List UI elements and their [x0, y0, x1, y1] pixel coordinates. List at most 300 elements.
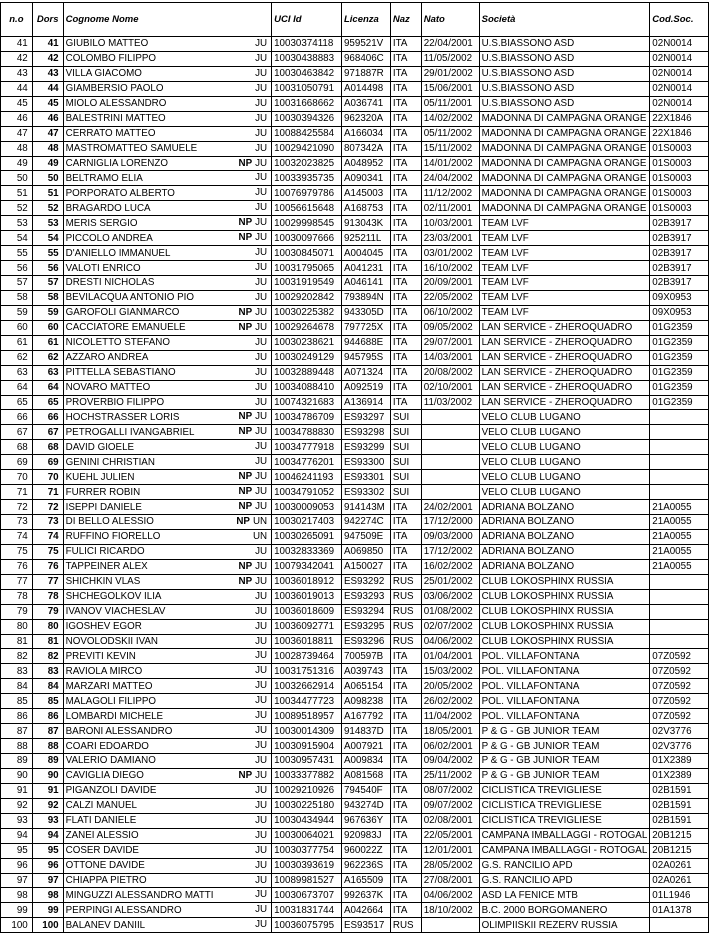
rider-cell	[63, 828, 271, 843]
bib-number: 46	[32, 111, 63, 126]
team: TEAM LVF	[479, 231, 650, 246]
row-number: 100	[1, 918, 33, 933]
team-code	[650, 589, 709, 604]
team-code: 01S0003	[650, 201, 709, 216]
row-number: 96	[1, 858, 33, 873]
nationality: ITA	[390, 37, 421, 52]
rider-cell	[63, 754, 271, 769]
team-code: 02N0014	[650, 96, 709, 111]
license: 943305D	[341, 305, 390, 320]
rider-cell	[63, 380, 271, 395]
category: JU	[255, 620, 268, 632]
uci-id: 10030463842	[272, 66, 342, 81]
team-code: 02B3917	[650, 246, 709, 261]
rider-flags	[252, 276, 267, 289]
row-number: 57	[1, 276, 33, 291]
category: JU	[255, 680, 268, 692]
birth-date: 17/12/2002	[421, 544, 479, 559]
row-number: 99	[1, 903, 33, 918]
team: MADONNA DI CAMPAGNA ORANGE	[479, 111, 650, 126]
team: U.S.BIASSONO ASD	[479, 51, 650, 66]
birth-date: 06/10/2002	[421, 305, 479, 320]
team-code	[650, 485, 709, 500]
row-number: 48	[1, 141, 33, 156]
license: ES93294	[341, 604, 390, 619]
team-code	[650, 455, 709, 470]
uci-id: 10030225180	[272, 798, 342, 813]
row-number: 94	[1, 828, 33, 843]
team: TEAM LVF	[479, 276, 650, 291]
col-header-naz: Naz	[390, 3, 421, 37]
license: 942274C	[341, 515, 390, 530]
np-flag: NP	[238, 157, 253, 169]
license: 992637K	[341, 888, 390, 903]
team-code: 21A0055	[650, 515, 709, 530]
rider-cell	[63, 500, 271, 515]
category: JU	[255, 142, 268, 154]
bib-number: 42	[32, 51, 63, 66]
category: JU	[255, 97, 268, 109]
nationality: ITA	[390, 261, 421, 276]
rider-flags	[252, 440, 267, 453]
table-row	[1, 350, 709, 365]
rider-cell	[63, 111, 271, 126]
category: JU	[255, 441, 268, 453]
rider-name: MIOLO ALESSANDRO	[65, 98, 167, 110]
row-number: 73	[1, 515, 33, 530]
row-number: 41	[1, 37, 33, 52]
birth-date	[421, 470, 479, 485]
license: A046141	[341, 276, 390, 291]
rider-flags	[252, 844, 267, 857]
team: TEAM LVF	[479, 261, 650, 276]
rider-name: HOCHSTRASSER LORIS	[65, 411, 180, 423]
nationality: ITA	[390, 798, 421, 813]
rider-name: AZZARO ANDREA	[65, 352, 149, 364]
team: MADONNA DI CAMPAGNA ORANGE	[479, 156, 650, 171]
bib-number: 83	[32, 664, 63, 679]
table-row	[1, 768, 709, 783]
nationality: ITA	[390, 783, 421, 798]
table-row	[1, 455, 709, 470]
team-code	[650, 619, 709, 634]
category: JU	[255, 799, 268, 811]
license: 797725X	[341, 320, 390, 335]
team: TEAM LVF	[479, 216, 650, 231]
rider-name: CARNIGLIA LORENZO	[65, 157, 168, 169]
nationality: ITA	[390, 276, 421, 291]
row-number: 78	[1, 589, 33, 604]
start-list-table	[0, 2, 709, 933]
table-row	[1, 709, 709, 724]
rider-flags	[252, 754, 267, 767]
rider-cell	[63, 81, 271, 96]
row-number: 87	[1, 724, 33, 739]
team-code: 07Z0592	[650, 664, 709, 679]
row-number: 84	[1, 679, 33, 694]
team: LAN SERVICE - ZHEROQUADRO	[479, 395, 650, 410]
team: VELO CLUB LUGANO	[479, 410, 650, 425]
bib-number: 78	[32, 589, 63, 604]
rider-cell	[63, 843, 271, 858]
team-code: 02N0014	[650, 81, 709, 96]
row-number: 98	[1, 888, 33, 903]
uci-id: 10034786709	[272, 410, 342, 425]
bib-number: 60	[32, 320, 63, 335]
bib-number: 93	[32, 813, 63, 828]
license: A166034	[341, 126, 390, 141]
team-code	[650, 604, 709, 619]
uci-id: 10031919549	[272, 276, 342, 291]
category: JU	[255, 336, 268, 348]
row-number: 46	[1, 111, 33, 126]
uci-id: 10036018912	[272, 574, 342, 589]
table-row	[1, 335, 709, 350]
uci-id: 10028739464	[272, 649, 342, 664]
rider-flags	[236, 470, 268, 483]
rider-flags	[252, 67, 267, 80]
category: JU	[255, 471, 268, 483]
team-code: 09X0953	[650, 305, 709, 320]
license: ES93292	[341, 574, 390, 589]
category: UN	[252, 530, 268, 542]
category: JU	[255, 486, 268, 498]
rider-name: PICCOLO ANDREA	[65, 232, 153, 244]
uci-id: 10088425584	[272, 126, 342, 141]
rider-cell	[63, 37, 271, 52]
uci-id: 10030915904	[272, 739, 342, 754]
rider-cell	[63, 485, 271, 500]
bib-number: 62	[32, 350, 63, 365]
rider-name: PREVITI KEVIN	[65, 650, 136, 662]
rider-cell	[63, 619, 271, 634]
rider-name: CERRATO MATTEO	[65, 128, 156, 140]
birth-date: 15/11/2002	[421, 141, 479, 156]
table-row	[1, 500, 709, 515]
team: VELO CLUB LUGANO	[479, 470, 650, 485]
birth-date: 08/07/2002	[421, 783, 479, 798]
nationality: RUS	[390, 589, 421, 604]
rider-cell	[63, 96, 271, 111]
team-code	[650, 470, 709, 485]
category: JU	[255, 112, 268, 124]
birth-date: 22/05/2001	[421, 828, 479, 843]
bib-number: 96	[32, 858, 63, 873]
rider-name: KUEHL JULIEN	[65, 471, 135, 483]
rider-cell	[63, 141, 271, 156]
category: JU	[255, 695, 268, 707]
team: CLUB LOKOSPHINX RUSSIA	[479, 634, 650, 649]
nationality: ITA	[390, 500, 421, 515]
bib-number: 99	[32, 903, 63, 918]
bib-number: 48	[32, 141, 63, 156]
team-code: 02B1591	[650, 783, 709, 798]
category: JU	[255, 172, 268, 184]
table-row	[1, 828, 709, 843]
team-code: 01G2359	[650, 395, 709, 410]
license: ES93517	[341, 918, 390, 933]
row-number: 56	[1, 261, 33, 276]
table-row	[1, 37, 709, 52]
category: JU	[255, 262, 268, 274]
rider-name: OTTONE DAVIDE	[65, 860, 145, 872]
license: ES93293	[341, 589, 390, 604]
birth-date	[421, 918, 479, 933]
team-code: 02B3917	[650, 261, 709, 276]
row-number: 74	[1, 529, 33, 544]
uci-id: 10032023825	[272, 156, 342, 171]
birth-date: 14/01/2002	[421, 156, 479, 171]
nationality: ITA	[390, 813, 421, 828]
np-flag: NP	[238, 471, 253, 483]
rider-flags	[236, 500, 268, 513]
license: ES93297	[341, 410, 390, 425]
team-code: 01X2389	[650, 754, 709, 769]
np-flag: NP	[238, 217, 253, 229]
rider-name: PITTELLA SEBASTIANO	[65, 367, 176, 379]
rider-flags	[252, 142, 267, 155]
license: 962320A	[341, 111, 390, 126]
rider-name: PROVERBIO FILIPPO	[65, 396, 165, 408]
team-code	[650, 574, 709, 589]
rider-name: BEVILACQUA ANTONIO PIO	[65, 292, 194, 304]
row-number: 88	[1, 739, 33, 754]
rider-name: ISEPPI DANIELE	[65, 501, 142, 513]
rider-name: BRAGARDO LUCA	[65, 202, 151, 214]
category: JU	[255, 202, 268, 214]
rider-cell	[63, 604, 271, 619]
uci-id: 10034088410	[272, 380, 342, 395]
rider-name: MINGUZZI ALESSANDRO MATTI	[65, 889, 214, 901]
nationality: ITA	[390, 51, 421, 66]
table-row	[1, 544, 709, 559]
table-row	[1, 470, 709, 485]
license: A092519	[341, 380, 390, 395]
col-header-no: n.o	[1, 3, 33, 37]
license: 967636Y	[341, 813, 390, 828]
rider-cell	[63, 709, 271, 724]
rider-flags	[252, 918, 267, 931]
table-row	[1, 918, 709, 933]
team: G.S. RANCILIO APD	[479, 873, 650, 888]
license: A165509	[341, 873, 390, 888]
nationality: ITA	[390, 290, 421, 305]
row-number: 63	[1, 365, 33, 380]
bib-number: 67	[32, 425, 63, 440]
category: JU	[255, 127, 268, 139]
rider-name: IVANOV VIACHESLAV	[65, 606, 166, 618]
row-number: 62	[1, 350, 33, 365]
table-row	[1, 813, 709, 828]
row-number: 76	[1, 559, 33, 574]
license: A065154	[341, 679, 390, 694]
uci-id: 10032833369	[272, 544, 342, 559]
row-number: 93	[1, 813, 33, 828]
birth-date	[421, 440, 479, 455]
license: 947509E	[341, 529, 390, 544]
license: 913043K	[341, 216, 390, 231]
bib-number: 71	[32, 485, 63, 500]
row-number: 61	[1, 335, 33, 350]
bib-number: 87	[32, 724, 63, 739]
team-code: 02N0014	[650, 66, 709, 81]
rider-cell	[63, 470, 271, 485]
birth-date: 11/05/2002	[421, 51, 479, 66]
bib-number: 72	[32, 500, 63, 515]
team: MADONNA DI CAMPAGNA ORANGE	[479, 141, 650, 156]
row-number: 44	[1, 81, 33, 96]
nationality: ITA	[390, 380, 421, 395]
nationality: ITA	[390, 709, 421, 724]
uci-id: 10030377754	[272, 843, 342, 858]
rider-flags	[252, 351, 267, 364]
uci-id: 10030009053	[272, 500, 342, 515]
team-code: 01G2359	[650, 335, 709, 350]
uci-id: 10030957431	[272, 754, 342, 769]
birth-date: 01/04/2001	[421, 649, 479, 664]
team: LAN SERVICE - ZHEROQUADRO	[479, 350, 650, 365]
table-row	[1, 246, 709, 261]
nationality: ITA	[390, 903, 421, 918]
category: JU	[255, 277, 268, 288]
rider-name: GIAMBERSIO PAOLO	[65, 83, 164, 95]
license: A036741	[341, 96, 390, 111]
license: A168753	[341, 201, 390, 216]
row-number: 67	[1, 425, 33, 440]
rider-name: D'ANIELLO IMMANUEL	[65, 247, 171, 259]
table-row	[1, 410, 709, 425]
rider-name: PETROGALLI IVANGABRIEL	[65, 426, 195, 438]
category: JU	[255, 321, 268, 333]
birth-date: 18/10/2002	[421, 903, 479, 918]
rider-cell	[63, 276, 271, 291]
license: ES93301	[341, 470, 390, 485]
row-number: 59	[1, 305, 33, 320]
rider-cell	[63, 813, 271, 828]
nationality: ITA	[390, 246, 421, 261]
uci-id: 10031831744	[272, 903, 342, 918]
nationality: SUI	[390, 425, 421, 440]
bib-number: 79	[32, 604, 63, 619]
birth-date: 29/07/2001	[421, 335, 479, 350]
birth-date	[421, 455, 479, 470]
category: JU	[255, 396, 268, 408]
nationality: ITA	[390, 395, 421, 410]
rider-cell	[63, 515, 271, 530]
rider-cell	[63, 201, 271, 216]
nationality: ITA	[390, 724, 421, 739]
category: JU	[255, 381, 268, 393]
bib-number: 98	[32, 888, 63, 903]
team-code: 02A0261	[650, 858, 709, 873]
rider-flags	[252, 396, 267, 409]
category: JU	[255, 590, 268, 602]
birth-date: 02/11/2001	[421, 201, 479, 216]
rider-flags	[252, 261, 267, 274]
rider-flags	[252, 291, 267, 304]
uci-id: 10030673707	[272, 888, 342, 903]
license: ES93295	[341, 619, 390, 634]
rider-flags	[252, 455, 267, 468]
team-code: 01G2359	[650, 365, 709, 380]
license: 793894N	[341, 290, 390, 305]
col-header-nato: Nato	[421, 3, 479, 37]
license: 920983J	[341, 828, 390, 843]
team-code: 01X2389	[650, 768, 709, 783]
table-row	[1, 365, 709, 380]
rider-name: GENINI CHRISTIAN	[65, 456, 155, 468]
nationality: ITA	[390, 873, 421, 888]
category: JU	[255, 366, 268, 378]
team: U.S.BIASSONO ASD	[479, 96, 650, 111]
birth-date: 28/05/2002	[421, 858, 479, 873]
row-number: 85	[1, 694, 33, 709]
uci-id: 10029210926	[272, 783, 342, 798]
rider-flags	[252, 888, 267, 901]
team-code: 01G2359	[650, 350, 709, 365]
category: JU	[255, 859, 268, 871]
license: A098238	[341, 694, 390, 709]
team: CICLISTICA TREVIGLIESE	[479, 798, 650, 813]
team-code: 22X1846	[650, 111, 709, 126]
team: B.C. 2000 BORGOMANERO	[479, 903, 650, 918]
rider-cell	[63, 649, 271, 664]
team-code: 21A0055	[650, 559, 709, 574]
nationality: ITA	[390, 843, 421, 858]
rider-name: COSER DAVIDE	[65, 845, 139, 857]
license: 700597B	[341, 649, 390, 664]
bib-number: 51	[32, 186, 63, 201]
rider-cell	[63, 798, 271, 813]
team: POL. VILLAFONTANA	[479, 664, 650, 679]
rider-cell	[63, 51, 271, 66]
license: A004045	[341, 246, 390, 261]
license: ES93300	[341, 455, 390, 470]
team-code	[650, 634, 709, 649]
license: 944688E	[341, 335, 390, 350]
uci-id: 10030064021	[272, 828, 342, 843]
rider-cell	[63, 410, 271, 425]
table-row	[1, 589, 709, 604]
birth-date: 02/10/2001	[421, 380, 479, 395]
license: 943274D	[341, 798, 390, 813]
team: VELO CLUB LUGANO	[479, 455, 650, 470]
license: A042664	[341, 903, 390, 918]
uci-id: 10034777918	[272, 440, 342, 455]
table-row	[1, 126, 709, 141]
table-body	[1, 37, 709, 933]
rider-cell	[63, 768, 271, 783]
team: ADRIANA BOLZANO	[479, 500, 650, 515]
row-number: 95	[1, 843, 33, 858]
rider-name: BARONI ALESSANDRO	[65, 725, 173, 737]
birth-date: 10/03/2001	[421, 216, 479, 231]
nationality: ITA	[390, 679, 421, 694]
nationality: ITA	[390, 559, 421, 574]
team: LAN SERVICE - ZHEROQUADRO	[479, 380, 650, 395]
rider-cell	[63, 664, 271, 679]
bib-number: 56	[32, 261, 63, 276]
row-number: 66	[1, 410, 33, 425]
rider-flags	[252, 679, 267, 692]
nationality: RUS	[390, 619, 421, 634]
rider-cell	[63, 126, 271, 141]
nationality: ITA	[390, 156, 421, 171]
rider-name: BALANEV DANIIL	[65, 919, 146, 931]
team-code: 02B1591	[650, 798, 709, 813]
birth-date: 22/04/2001	[421, 37, 479, 52]
rider-name: CALZI MANUEL	[65, 800, 137, 812]
